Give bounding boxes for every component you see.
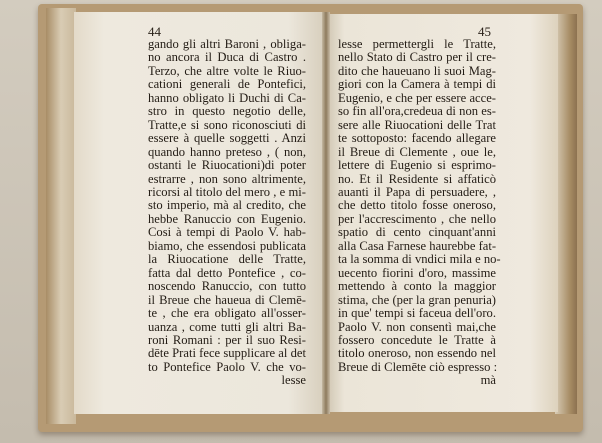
text-line: uanza , come tutti gli altri Ba- [148, 319, 306, 334]
text-line: no. Et il Residente si affaticò [338, 171, 496, 186]
text-line: per l'accrescimento , che nello [338, 211, 496, 226]
text-line: stro in questo negotio delle, [148, 104, 306, 119]
text-line: cationi generali de Pontefici, [148, 77, 306, 92]
text-line: so fin all'ora,credeua di non es- [338, 104, 496, 119]
text-line: Paolo V. non consentì mai,che [338, 319, 496, 334]
text-line: hebbe Ranuccio con Eugenio. [148, 211, 306, 226]
text-line: Cosi à tempi di Paolo V. hab- [148, 225, 306, 240]
text-line: biamo, che essendosi publicata [148, 238, 306, 253]
text-line: dito che haueuano li suoi Mag- [338, 63, 496, 78]
text-line: auanti il Papa di persuadere, , [338, 184, 496, 199]
text-line: mettendo à conto la maggior [338, 279, 496, 294]
right-page-number: 45 [478, 24, 491, 39]
text-line: che detto titolo fosse oneroso, [338, 198, 496, 213]
text-line: Tratte,e si sono riconosciuti di [148, 117, 306, 132]
text-line: dēte Prati fece supplicare al det [148, 346, 306, 361]
text-line: sto imperio, mà al credito, che [148, 198, 306, 213]
text-line: il Breue che haueua di Clemē- [148, 292, 306, 307]
text-line: titolo oneroso, non essendo nel [338, 346, 496, 361]
text-line: giori con la Camera à tempi di [338, 77, 496, 92]
text-line: te , che era obligato all'osser- [148, 306, 306, 321]
text-line: spatio di cento cinquant'anni [338, 225, 496, 240]
page-block-edge-left [46, 8, 76, 424]
text-line: lettere di Eugenio si esprimo- [338, 158, 496, 173]
text-line: estrarre , non sono altrimente, [148, 171, 306, 186]
text-line: fatta dal detto Pontefice , co- [148, 265, 306, 280]
text-line: to Pontefice Paolo V. che vo- [148, 359, 306, 374]
text-line: no ancora il Duca di Castro . [148, 50, 306, 65]
text-line: ta la somma di vndici mila e no- [338, 252, 501, 267]
text-line: hanno obligato li Duchi di Ca- [148, 90, 306, 105]
text-line: fossero concedute le Tratte à [338, 332, 496, 347]
text-line: uecento fiorini d'oro, massime [338, 265, 496, 280]
text-line: te sottoposto: facendo allegare [338, 131, 496, 146]
page-block-edge-right [555, 14, 577, 414]
book-gutter [322, 12, 330, 414]
text-line: lesse permettergli le Tratte, [338, 37, 496, 51]
text-line: ostanti le Riuocationi)di poter [148, 158, 306, 173]
text-line: sere alle Riuocationi delle Trat [338, 117, 496, 132]
text-line: nello Stato di Castro per il cre- [338, 50, 496, 65]
text-line: ricorsi al titolo del mero , e mi- [148, 184, 306, 199]
text-line: gando gli altri Baroni , obliga- [148, 37, 306, 51]
text-line: la Riuocatione delle Tratte, [148, 252, 306, 267]
text-line: stima, che (per la gran penuria) [338, 292, 496, 307]
left-page-text [148, 38, 306, 388]
left-page-number: 44 [148, 24, 161, 39]
catchword: mà [480, 373, 496, 388]
text-line: essere à quelle soggetti . Anzi [148, 131, 306, 146]
text-line: Terzo, che altre volte le Riuo- [148, 63, 306, 78]
text-line: in que' tempi si faceua dell'oro. [338, 306, 496, 321]
text-line: il Breue di Clemente , oue le, [338, 144, 496, 159]
text-line: Breue di Clemēte ciò espresso : [338, 359, 498, 374]
text-line: Eugenio, e che per essere acce- [338, 90, 496, 105]
catchword: lesse [281, 373, 306, 388]
text-line: quando hanno preteso , ( non, [148, 144, 306, 159]
right-page-text [338, 37, 501, 388]
text-line: roni Romani : per il suo Resi- [148, 332, 306, 347]
text-line: alla Casa Farnese haurebbe fat- [338, 238, 497, 253]
text-line: noscendo Ranuccio, con tutto [148, 279, 306, 294]
